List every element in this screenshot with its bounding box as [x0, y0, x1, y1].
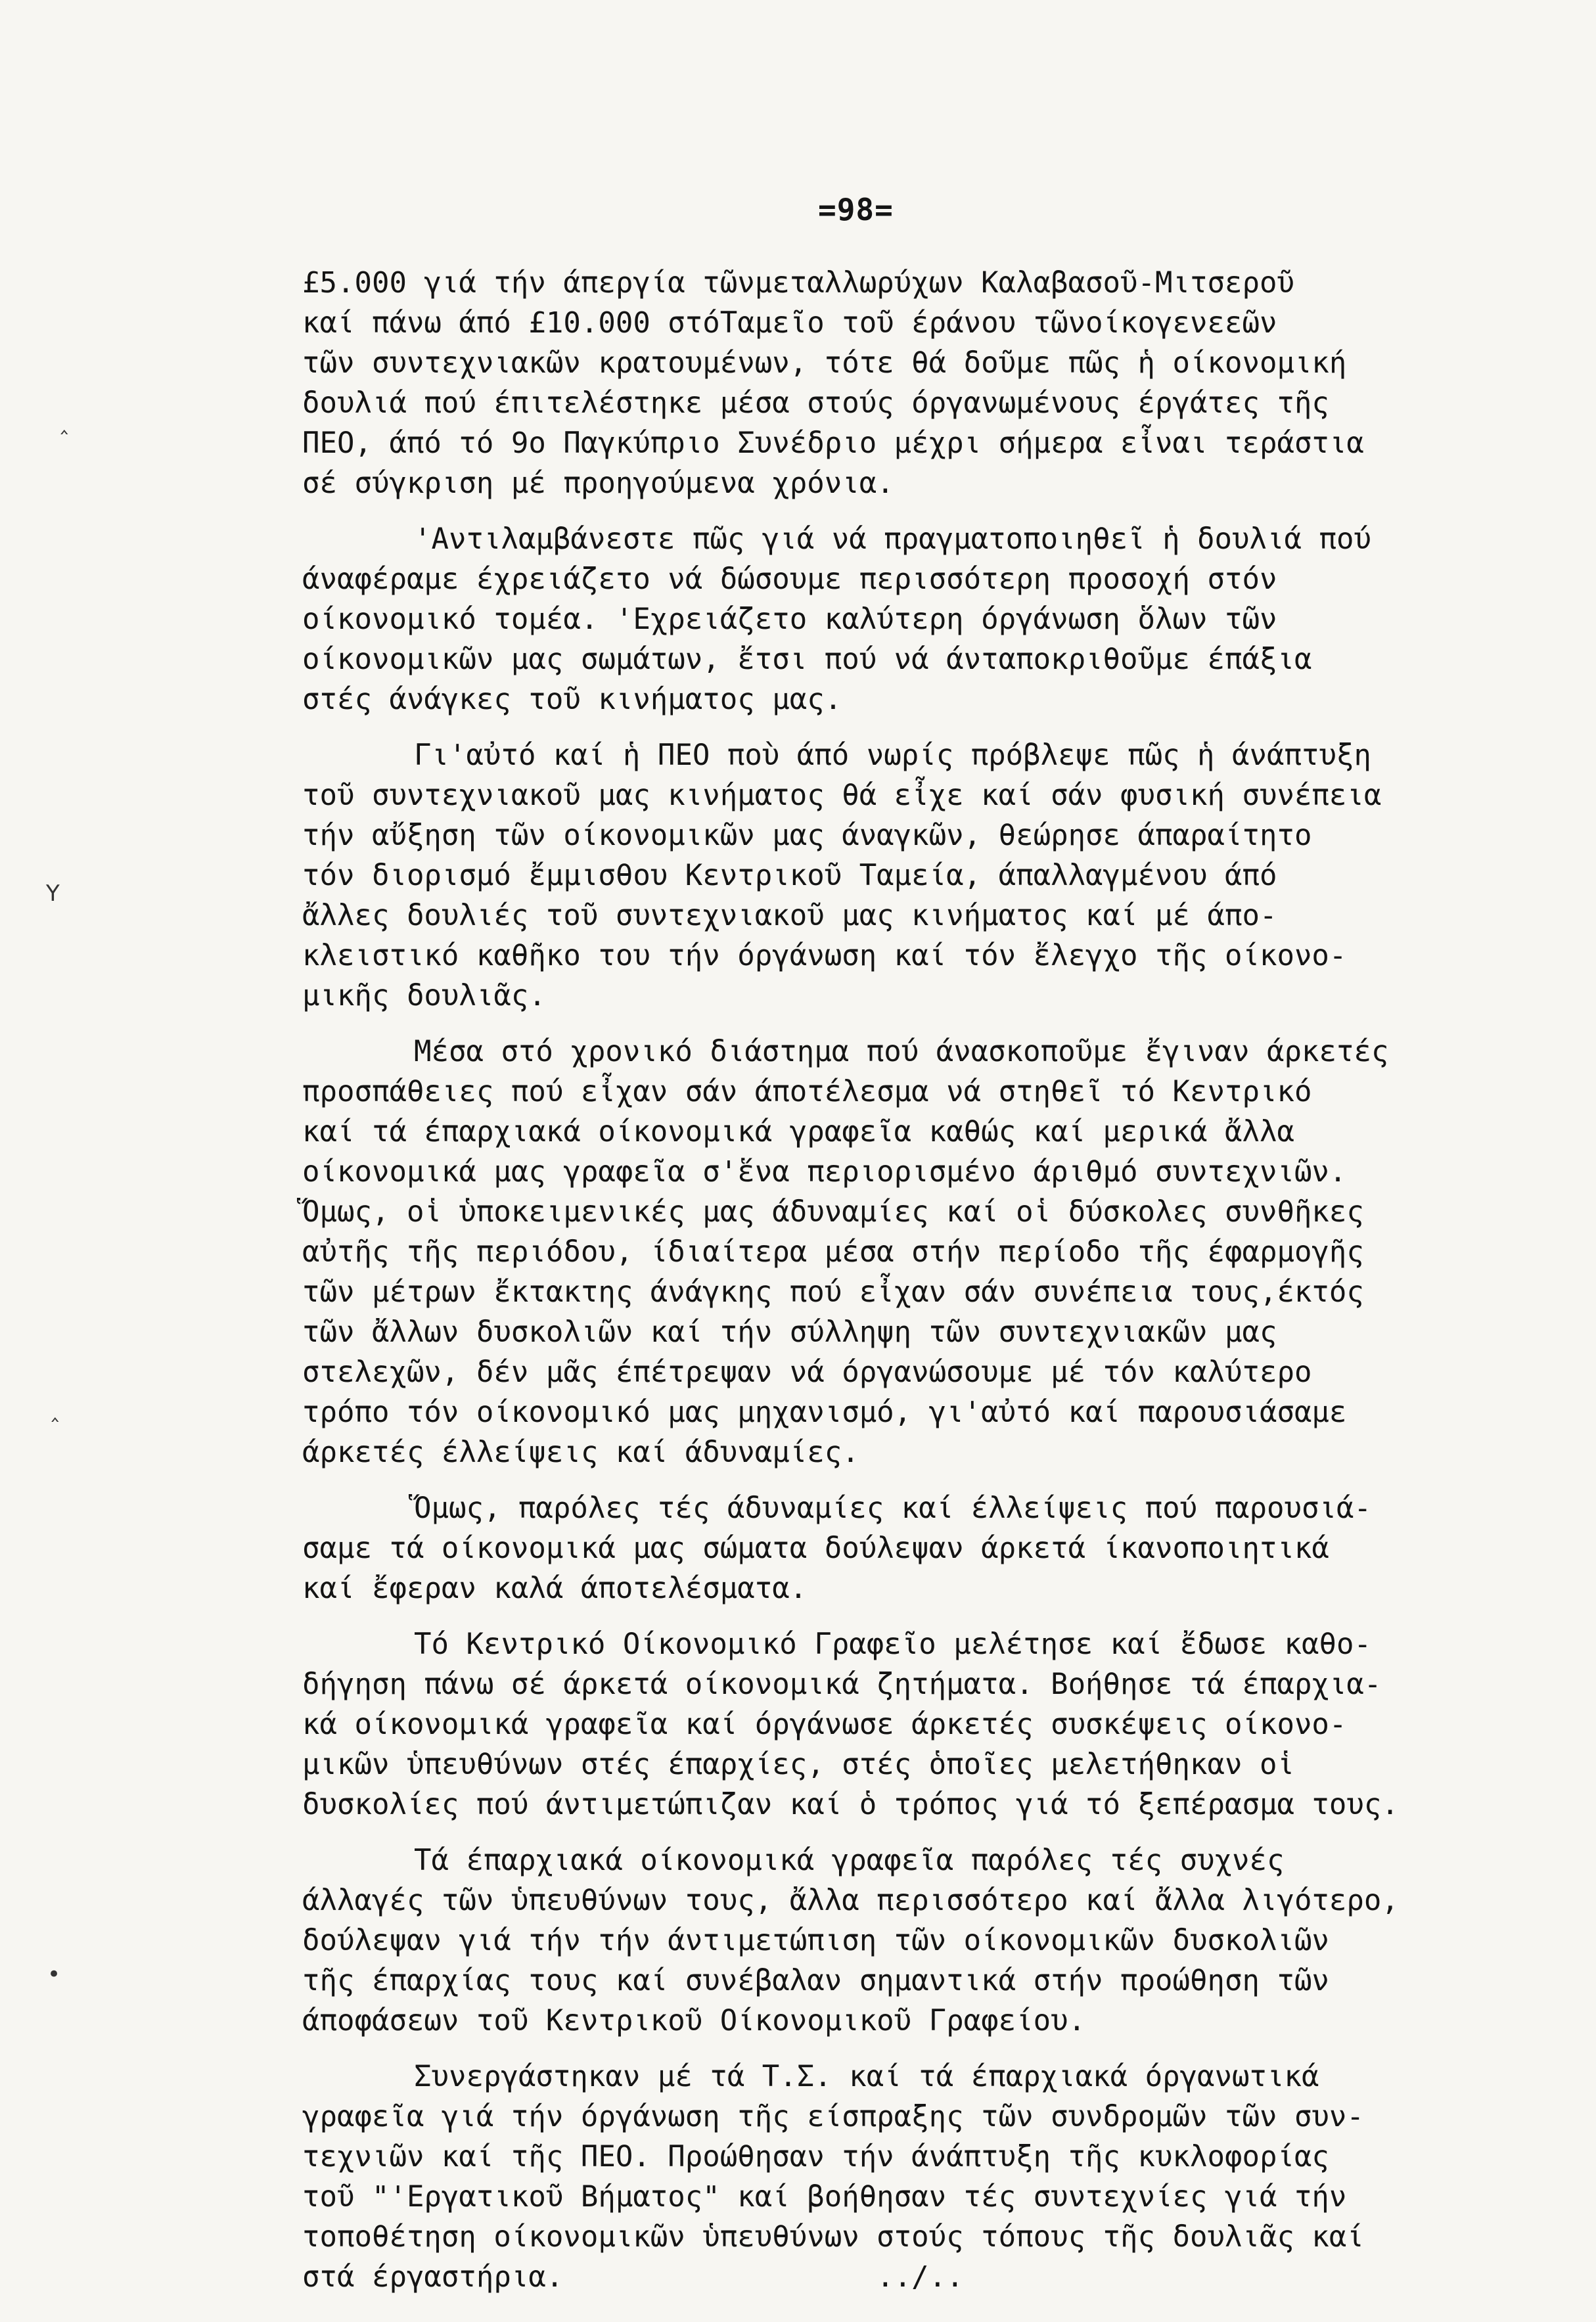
text-line: προσπάθειες πού εἶχαν σάν άποτέλεσμα νά στηθεῖ τό Κεντρικό — [302, 1075, 1312, 1108]
text-line: τῶν μέτρων ἔκτακτης άνάγκης πού εἶχαν σάν συνέπεια τους,έκτός — [302, 1275, 1364, 1309]
text-line: καί ἔφεραν καλά άποτελέσματα. — [302, 1572, 808, 1605]
text-line: μικῶν ὑπευθύνων στές έπαρχίες, στές ὁποῖες μελετήθηκαν οἱ — [302, 1748, 1294, 1781]
paragraph — [302, 735, 1551, 1016]
text-line: τεχνιῶν καί τῆς ΠΕΟ. Προώθησαν τήν άνάπτυξη τῆς κυκλοφορίας — [302, 2140, 1329, 2174]
text-line: ἄλλες δουλιές τοῦ συντεχνιακοῦ μας κινήματος καί μέ άπο- — [302, 899, 1277, 932]
text-line: Συνεργάστηκαν μέ τά Τ.Σ. καί τά έπαρχιακά όργανωτικά — [414, 2060, 1319, 2093]
text-line: σέ σύγκριση μέ προηγούμενα χρόνια. — [302, 467, 894, 500]
text-line: άποφάσεων τοῦ Κεντρικοῦ Οίκονομικοῦ Γραφείου. — [302, 2004, 1086, 2037]
text-line: σαμε τά οίκονομικά μας σώματα δούλεψαν άρκετά ίκανοποιητικά — [302, 1532, 1329, 1565]
text-line: Τά έπαρχιακά οίκονομικά γραφεῖα παρόλες τές συχνές — [414, 1844, 1285, 1877]
text-line: Ὅμως, παρόλες τές άδυναμίες καί έλλείψεις πού παρουσιά- — [414, 1491, 1371, 1525]
text-line: στά έργαστήρια. ../.. — [302, 2260, 964, 2294]
text-line: τῆς έπαρχίας τους καί συνέβαλαν σημαντικά στήν προώθηση τῶν — [302, 1964, 1329, 1997]
text-line: Ὅμως, οἱ ὑποκειμενικές μας άδυναμίες καί οἱ δύσκολες συνθῆκες — [302, 1195, 1364, 1229]
margin-mark: • — [47, 1961, 61, 1988]
text-line: δούλεψαν γιά τήν τήν άντιμετώπιση τῶν οίκονομικῶν δυσκολιῶν — [302, 1924, 1329, 1957]
text-line: τῶν συντεχνιακῶν κρατουμένων, τότε θά δοῦμε πῶς ἡ οίκονομική — [302, 346, 1347, 380]
text-line: Τό Κεντρικό Οίκονομικό Γραφεῖο μελέτησε καί ἔδωσε καθο- — [414, 1628, 1371, 1661]
text-line: δουλιά πού έπιτελέστηκε μέσα στούς όργανωμένους έργάτες τῆς — [302, 386, 1329, 420]
text-line: δήγηση πάνω σέ άρκετά οίκονομικά ζητήματα. Βοήθησε τά έπαρχια- — [302, 1668, 1382, 1701]
text-line: γραφεῖα γιά τήν όργάνωση τῆς είσπραξης τῶν συνδρομῶν τῶν συν- — [302, 2100, 1364, 2133]
text-line: τόν διορισμό ἔμμισθου Κεντρικοῦ Ταμεία, άπαλλαγμένου άπό — [302, 859, 1277, 892]
text-line: τοῦ "'Εργατικοῦ Βήματος" καί βοήθησαν τές συντεχνίες γιά τήν — [302, 2180, 1347, 2214]
paragraph — [302, 1488, 1551, 1608]
text-line: ΠΕΟ, άπό τό 9ο Παγκύπριο Συνέδριο μέχρι σήμερα εἶναι τεράστια — [302, 426, 1364, 460]
paragraph — [302, 263, 1551, 503]
text-line: 'Αντιλαμβάνεστε πῶς γιά νά πραγματοποιηθεῖ ἡ δουλιά πού — [414, 522, 1371, 556]
paragraph — [302, 1840, 1551, 2041]
text-line: άναφέραμε έχρειάζετο νά δώσουμε περισσότερη προσοχή στόν — [302, 562, 1277, 596]
text-line: οίκονομικῶν μας σωμάτων, ἔτσι πού νά άνταποκριθοῦμε έπάξια — [302, 643, 1312, 676]
text-line: άλλαγές τῶν ὑπευθύνων τους, ἄλλα περισσότερο καί ἄλλα λιγότερο, — [302, 1884, 1399, 1917]
text-line: τοῦ συντεχνιακοῦ μας κινήματος θά εἶχε καί σάν φυσική συνέπεια — [302, 779, 1382, 812]
text-line: τρόπο τόν οίκονομικό μας μηχανισμό, γι'αὐτό καί παρουσιάσαμε — [302, 1396, 1347, 1429]
text-line: τήν αὔξηση τῶν οίκονομικῶν μας άναγκῶν, θεώρησε άπαραίτητο — [302, 819, 1312, 852]
margin-mark: ‸ — [51, 1396, 59, 1423]
text-line: κά οίκονομικά γραφεῖα καί όργάνωσε άρκετές συσκέψεις οίκονο- — [302, 1708, 1347, 1741]
text-line: αὐτῆς τῆς περιόδου, ίδιαίτερα μέσα στήν περίοδο τῆς έφαρμογῆς — [302, 1235, 1364, 1269]
text-line: μικῆς δουλιᾶς. — [302, 979, 546, 1013]
text-line: οίκονομικό τομέα. 'Εχρειάζετο καλύτερη όργάνωση ὅλων τῶν — [302, 603, 1277, 636]
paragraph — [302, 519, 1551, 719]
text-line: τοποθέτηση οίκονομικῶν ὑπευθύνων στούς τόπους τῆς δουλιᾶς καί — [302, 2220, 1364, 2254]
text-line: στές άνάγκες τοῦ κινήματος μας. — [302, 683, 842, 716]
page-number: =98= — [818, 192, 894, 227]
text-line: δυσκολίες πού άντιμετώπιζαν καί ὁ τρόπος γιά τό ξεπέρασμα τους. — [302, 1788, 1399, 1821]
text-line: οίκονομικά μας γραφεῖα σ'ἕνα περιορισμένο άριθμό συντεχνιῶν. — [302, 1155, 1347, 1189]
text-line: £5.000 γιά τήν άπεργία τῶνμεταλλωρύχων Καλαβασοῦ-Μιτσεροῦ — [302, 266, 1294, 300]
text-line: άρκετές έλλείψεις καί άδυναμίες. — [302, 1436, 859, 1469]
paragraph — [302, 2057, 1551, 2297]
text-line: καί τά έπαρχιακά οίκονομικά γραφεῖα καθώς καί μερικά ἄλλα — [302, 1115, 1294, 1149]
paragraph — [302, 1032, 1551, 1472]
margin-mark: ‸ — [60, 409, 68, 435]
text-line: στελεχῶν, δέν μᾶς έπέτρεψαν νά όργανώσουμε μέ τόν καλύτερο — [302, 1355, 1312, 1389]
text-line: Γι'αὐτό καί ἡ ΠΕΟ ποὺ άπό νωρίς πρόβλεψε πῶς ἡ άνάπτυξη — [414, 739, 1371, 772]
text-line: Μέσα στό χρονικό διάστημα πού άνασκοποῦμε ἔγιναν άρκετές — [414, 1035, 1389, 1068]
margin-mark: Y — [46, 880, 60, 907]
body-text — [302, 263, 1551, 2313]
paragraph — [302, 1624, 1551, 1825]
text-line: τῶν ἄλλων δυσκολιῶν καί τήν σύλληψη τῶν συντεχνιακῶν μας — [302, 1315, 1277, 1349]
text-line: καί πάνω άπό £10.000 στόΤαμεῖο τοῦ έράνου τῶνοίκογενεεῶν — [302, 306, 1277, 340]
text-line: κλειστικό καθῆκο του τήν όργάνωση καί τόν ἔλεγχο τῆς οίκονο- — [302, 939, 1347, 972]
